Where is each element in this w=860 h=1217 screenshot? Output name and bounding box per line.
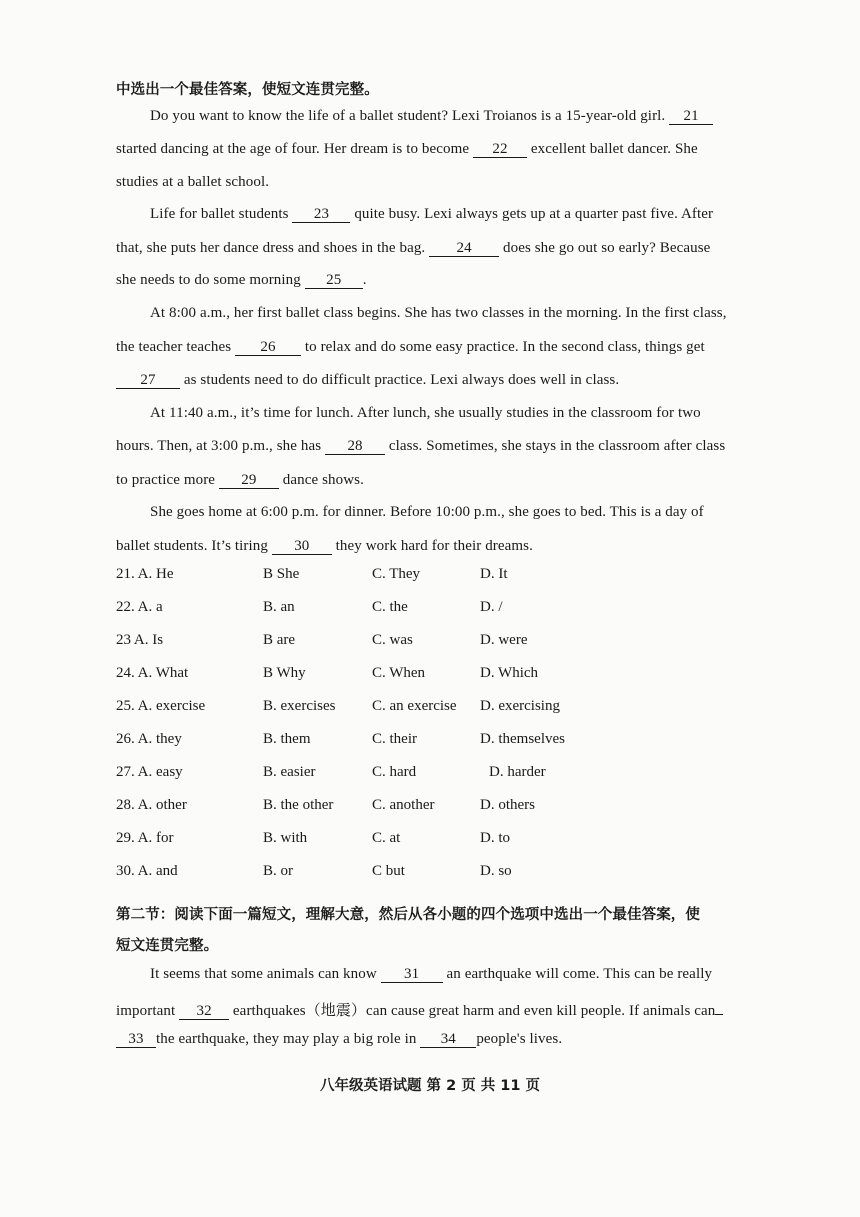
passage1-line6	[116, 272, 367, 289]
option-c: C. They	[372, 566, 421, 582]
section-instruction-tail: 中选出一个最佳答案，使短文连贯完整。	[116, 82, 379, 98]
option-b: B. or	[263, 863, 293, 879]
blank-33: 33	[116, 1032, 156, 1048]
blank-34: 34	[420, 1032, 476, 1048]
option-c: C. another	[372, 797, 435, 813]
section2-title-line1: 第二节：阅读下面一篇短文，理解大意，然后从各小题的四个选项中选出一个最佳答案，使	[116, 907, 700, 923]
passage1-line12	[116, 472, 364, 489]
text: the earthquake, they may play a big role in	[156, 1031, 421, 1047]
option-b: B. exercises	[263, 698, 336, 714]
option-b: B. them	[263, 731, 311, 747]
text: she needs to do some morning	[116, 272, 305, 288]
option-a: 29. A. for	[116, 830, 174, 846]
option-d: D. exercising	[480, 698, 560, 714]
passage1-line13: She goes home at 6:00 p.m. for dinner. Before 10:00 p.m., she goes to bed. This is a day of	[150, 504, 704, 520]
text: as students need to do difficult practice. Lexi always does well in class.	[180, 372, 620, 388]
option-b: B. easier	[263, 764, 316, 780]
option-d: D. others	[480, 797, 535, 813]
passage1-line3: studies at a ballet school.	[116, 174, 270, 190]
text: started dancing at the age of four. Her dream is to become	[116, 141, 474, 157]
blank-32: 32	[179, 1004, 229, 1020]
option-a: 26. A. they	[116, 731, 182, 747]
section2-title-line2: 短文连贯完整。	[116, 938, 219, 954]
passage1-line2	[116, 141, 698, 158]
passage1-line4	[150, 206, 713, 223]
text: to practice more	[116, 472, 219, 488]
passage1-line14	[116, 538, 533, 555]
text: Life for ballet students	[150, 206, 293, 222]
text: they work hard for their dreams.	[331, 538, 533, 554]
option-a: 28. A. other	[116, 797, 187, 813]
passage2-line2	[116, 999, 723, 1020]
passage2-line1	[150, 966, 712, 983]
text: It seems that some animals can know	[150, 966, 381, 982]
blank-26: 26	[235, 340, 301, 356]
text: dance shows.	[278, 472, 364, 488]
option-a: 30. A. and	[116, 863, 178, 879]
blank-31: 31	[381, 967, 443, 983]
blank-24: 24	[429, 241, 499, 257]
text: Do you want to know the life of a ballet student? Lexi Troianos is a 15-year-old girl.	[150, 108, 670, 124]
option-b: B Why	[263, 665, 306, 681]
text: quite busy. Lexi always gets up at a quarter past five. After	[350, 206, 714, 222]
text: to relax and do some easy practice. In the second class, things get	[301, 339, 705, 355]
option-d: D. themselves	[480, 731, 565, 747]
text: that, she puts her dance dress and shoes in the bag.	[116, 240, 430, 256]
option-d: D. to	[480, 830, 510, 846]
blank-28: 28	[325, 439, 385, 455]
option-a: 21. A. He	[116, 566, 174, 582]
option-a: 22. A. a	[116, 599, 163, 615]
option-c: C. at	[372, 830, 401, 846]
blank-trailing	[715, 1014, 723, 1015]
page-footer: 八年级英语试题 第 2 页 共 11 页	[319, 1078, 541, 1094]
option-a: 24. A. What	[116, 665, 189, 681]
text: hours. Then, at 3:00 p.m., she has	[116, 438, 326, 454]
option-c: C. hard	[372, 764, 417, 780]
blank-30: 30	[272, 539, 332, 555]
passage1-line10: At 11:40 a.m., it’s time for lunch. After lunch, she usually studies in the classroom for two	[150, 405, 701, 421]
option-d: D. were	[480, 632, 528, 648]
option-b: B. the other	[263, 797, 334, 813]
text: ballet students. It’s tiring	[116, 538, 272, 554]
text: .	[362, 272, 367, 288]
option-a: 25. A. exercise	[116, 698, 206, 714]
text: the teacher teaches	[116, 339, 236, 355]
option-a: 23 A. Is	[116, 632, 164, 648]
option-d: D. /	[480, 599, 503, 615]
option-b: B. with	[263, 830, 308, 846]
option-d: D. harder	[489, 764, 546, 780]
blank-29: 29	[219, 473, 279, 489]
option-a: 27. A. easy	[116, 764, 183, 780]
option-d: D. so	[480, 863, 512, 879]
text: people's lives.	[476, 1031, 563, 1047]
text: class. Sometimes, she stays in the classroom after class	[385, 438, 726, 454]
option-c: C. was	[372, 632, 413, 648]
option-b: B. an	[263, 599, 295, 615]
passage1-line9	[116, 372, 619, 389]
option-d: D. Which	[480, 665, 539, 681]
blank-27: 27	[116, 373, 180, 389]
option-c: C. the	[372, 599, 408, 615]
passage1-line11	[116, 438, 725, 455]
passage1-line8	[116, 339, 705, 356]
option-c: C. their	[372, 731, 417, 747]
option-c: C. When	[372, 665, 426, 681]
option-c: C but	[372, 863, 405, 879]
passage1-line7: At 8:00 a.m., her first ballet class begins. She has two classes in the morning. In the first class,	[150, 305, 727, 321]
option-c: C. an exercise	[372, 698, 457, 714]
passage2-line3	[116, 1031, 562, 1048]
option-b: B are	[263, 632, 296, 648]
text: earthquakes（地震）can cause great harm and even kill people. If animals can	[229, 1003, 716, 1019]
text: does she go out so early? Because	[499, 240, 711, 256]
blank-23: 23	[292, 207, 350, 223]
text: important	[116, 1003, 180, 1019]
option-b: B She	[263, 566, 300, 582]
text: excellent ballet dancer. She	[527, 141, 698, 157]
option-d: D. It	[480, 566, 508, 582]
passage1-line1	[150, 108, 713, 125]
blank-22: 22	[473, 142, 527, 158]
blank-25: 25	[305, 273, 363, 289]
text: an earthquake will come. This can be really	[442, 966, 713, 982]
passage1-line5	[116, 240, 710, 257]
blank-21: 21	[669, 109, 713, 125]
